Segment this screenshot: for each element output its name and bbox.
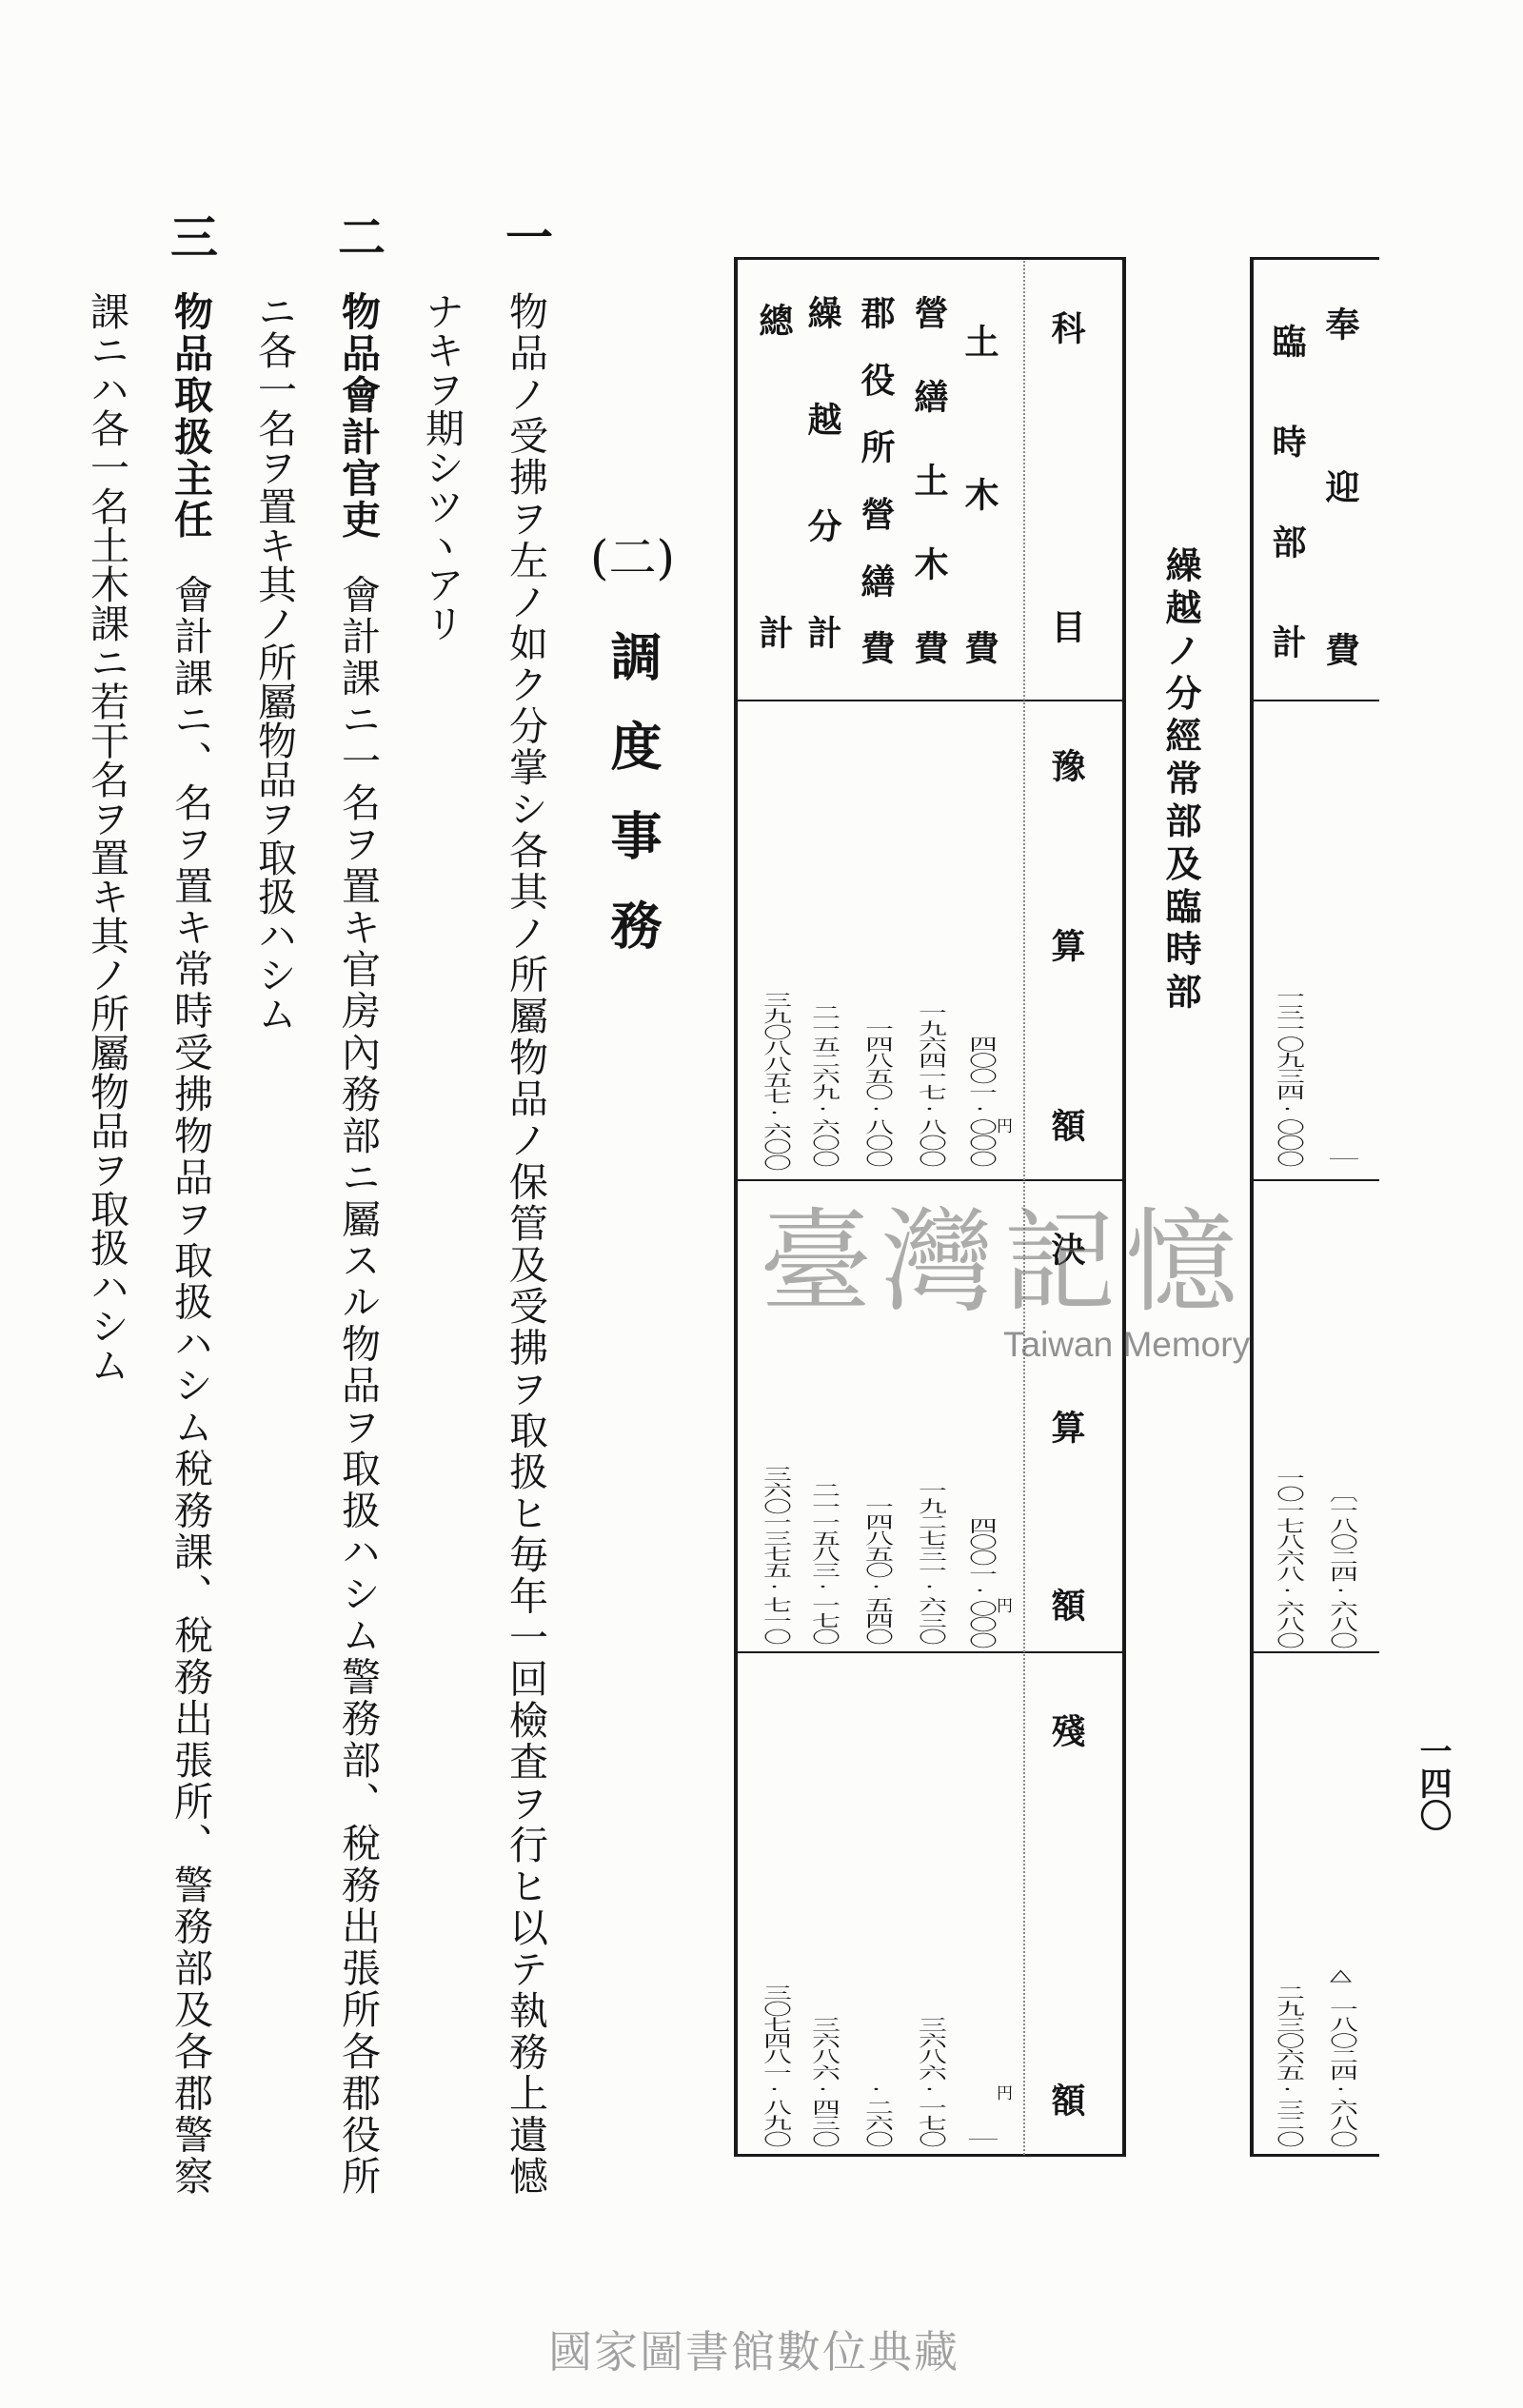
settled-value: 一四八五〇·五四〇: [860, 1498, 893, 1645]
row-label: 營繕土木費: [909, 295, 949, 664]
yen-unit-mark: 円: [997, 2084, 1013, 2103]
item-text: 會計課ニ一名ヲ置キ官房內務部ニ屬スル物品ヲ取扱ハシム警務部、稅務出張所各郡役所: [335, 574, 381, 2196]
balance-value: 三六八六·四三〇: [806, 2016, 840, 2147]
budget-value: 一九六四一七·八〇〇: [913, 1004, 946, 1167]
item-text-line: [84, 291, 129, 2195]
right-table-settled-value: 一〇一七八六八·六八〇: [1271, 1470, 1304, 1648]
item-marker: 二: [330, 212, 386, 260]
item-text: ナキヲ期シツヽアリ: [419, 291, 465, 642]
section-number: (二): [590, 530, 676, 585]
header-balance: 殘額: [1046, 1713, 1086, 2117]
main-table-top-border: [734, 257, 1126, 260]
right-table-balance-value: 二九三〇六五·三二〇: [1271, 1984, 1304, 2147]
watermark-logo: 臺灣記憶: [760, 1196, 1248, 1328]
item-marker: 三: [163, 212, 219, 260]
right-table-settled-value: 〔一八〇二四·六八〇: [1324, 1486, 1357, 1648]
row-label: 總計: [754, 303, 794, 649]
carryover-heading: 繰越ノ分經常部及臨時部: [1159, 546, 1202, 1009]
watermark-caption: Taiwan Memory: [1003, 1325, 1251, 1364]
balance-value: 三六八六·一七〇: [913, 2016, 946, 2147]
budget-value: 四〇〇一·〇〇〇: [963, 1036, 997, 1167]
item-text-line: [503, 291, 548, 2195]
main-table-separator: [734, 1179, 1126, 1181]
right-table-budget-value: 一三一〇九三四·〇〇〇: [1271, 988, 1304, 1167]
settled-value: 四〇〇一·〇〇〇: [963, 1517, 997, 1648]
right-table-balance-value: △ 一八〇二四·六八〇: [1324, 1965, 1357, 2147]
right-table-row-label: 臨時部計: [1267, 324, 1307, 659]
settled-value: 三六〇一三七五·七一〇: [758, 1466, 791, 1645]
header-budget: 豫算額: [1046, 748, 1086, 1142]
item-label: 物品取扱主任: [168, 291, 213, 542]
main-table-separator: [734, 1651, 1126, 1653]
section-title: 調度事務: [603, 630, 663, 950]
header-item: 科目: [1046, 310, 1086, 643]
right-table-row-label: 奉迎費: [1320, 306, 1360, 666]
item-text-line: [335, 291, 381, 2195]
right-table-bottom-border: [1250, 2154, 1379, 2157]
budget-value: 三九〇八八五七·六〇〇: [758, 992, 791, 1171]
budget-value: 二一五二六九·六〇〇: [806, 1004, 840, 1167]
item-text: ニ各一名ヲ置キ其ノ所屬物品ヲ取扱ハシム: [251, 291, 297, 1033]
yen-unit-mark: 円: [997, 1117, 1013, 1136]
item-label: 物品會計官吏: [335, 291, 381, 542]
item-marker: 一: [498, 212, 554, 260]
header-settled: 決算額: [1046, 1232, 1086, 1622]
footer-credit: 國家圖書館數位典藏: [548, 2327, 959, 2377]
item-text-line: [251, 291, 297, 2195]
main-table-left-border: [734, 257, 738, 2157]
item-text: 會計課ニ、名ヲ置キ常時受拂物品ヲ取扱ハシム稅務課、稅務出張所、警務部及各郡警察: [168, 574, 213, 2196]
right-table-budget-value: ｜: [1324, 1151, 1357, 1167]
balance-value: 三〇七四八一·八九〇: [758, 1984, 791, 2147]
balance-value: ｜: [963, 2131, 997, 2147]
right-table-separator: [1250, 1651, 1379, 1653]
row-label: 郡役所營繕費: [856, 295, 896, 664]
right-table-separator: [1250, 700, 1379, 701]
item-text: 物品ノ受拂ヲ左ノ如ク分掌シ各其ノ所屬物品ノ保管及受拂ヲ取扱ヒ毎年一回檢査ヲ行ヒ以テ執務上遺憾: [503, 291, 548, 2195]
right-table-top-border: [1250, 257, 1379, 260]
page-number: 一四〇: [1414, 1734, 1452, 1831]
row-label: 土木費: [959, 324, 999, 664]
row-label: 繰越分計: [802, 295, 842, 649]
balance-value: ·二六〇: [860, 2081, 893, 2147]
item-text-line: [419, 291, 465, 2195]
settled-value: 二一一五八三·一七〇: [806, 1482, 840, 1645]
settled-value: 一九二七三一·六三〇: [913, 1482, 946, 1645]
right-table-left-border: [1250, 257, 1254, 2157]
item-text: 課ニハ各一名土木課ニ若干名ヲ置キ其ノ所屬物品ヲ取扱ハシム: [84, 291, 129, 1384]
main-table-separator: [734, 700, 1126, 701]
right-table-separator: [1250, 1179, 1379, 1181]
yen-unit-mark: 円: [997, 1597, 1013, 1616]
main-table-bottom-border: [734, 2154, 1126, 2157]
item-text-line: [168, 291, 213, 2195]
budget-value: 一四八五〇·八〇〇: [860, 1020, 893, 1167]
